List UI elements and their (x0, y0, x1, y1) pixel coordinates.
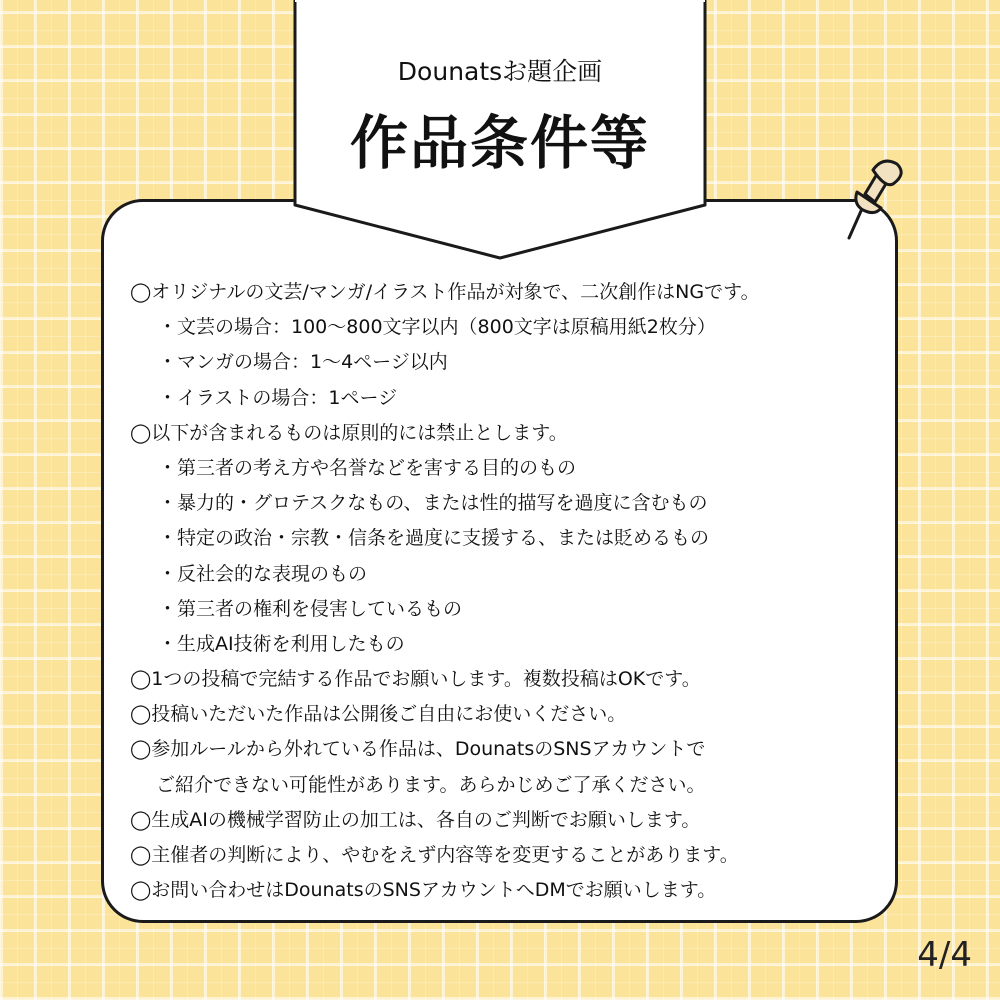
list-item: ◯投稿いただいた作品は公開後ご自由にお使いください。 (130, 703, 627, 726)
conditions-list (130, 275, 890, 908)
list-item: ◯主催者の判断により、やむをえず内容等を変更することがあります。 (130, 844, 739, 866)
list-item: ・マンガの場合：1〜4ページ以内 (158, 351, 448, 374)
list-item: ・第三者の考え方や名誉などを害する目的のもの (158, 456, 577, 479)
banner-subtitle: Dounatsお題企画 (397, 57, 603, 86)
list-item: ◯参加ルールから外れている作品は、DounatsのSNSアカウントで (130, 738, 706, 761)
list-item: ・第三者の権利を侵害しているもの (158, 597, 463, 620)
page-title: 作品条件等 (349, 109, 650, 177)
list-item: ご紹介できない可能性があります。あらかじめご了承ください。 (156, 773, 706, 796)
list-item: ・暴力的・グロテスクなもの、または性的描写を過度に含むもの (158, 492, 708, 515)
list-item: ◯お問い合わせはDounatsのSNSアカウントへDMでお願いします。 (130, 879, 717, 902)
pushpin-icon (835, 150, 915, 245)
list-item: ・特定の政治・宗教・信条を過度に支援する、または貶めるもの (158, 527, 710, 550)
list-item: ◯生成AIの機械学習防止の加工は、各自のご判断でお願いします。 (130, 808, 701, 831)
page-indicator: 4/4 (917, 935, 972, 975)
list-item: ・イラストの場合：1ページ (158, 386, 398, 409)
list-item: ・生成AI技術を利用したもの (158, 632, 405, 655)
list-item: ◯オリジナルの文芸/マンガ/イラスト作品が対象で、二次創作はNGです。 (130, 281, 760, 303)
list-item: ・文芸の場合：100〜800文字以内（800文字は原稿用紙2枚分） (158, 316, 716, 339)
list-item: ◯以下が含まれるものは原則的には禁止とします。 (130, 421, 568, 444)
list-item: ・反社会的な表現のもの (158, 562, 368, 585)
list-item: ◯1つの投稿で完結する作品でお願いします。複数投稿はOKです。 (130, 668, 701, 691)
